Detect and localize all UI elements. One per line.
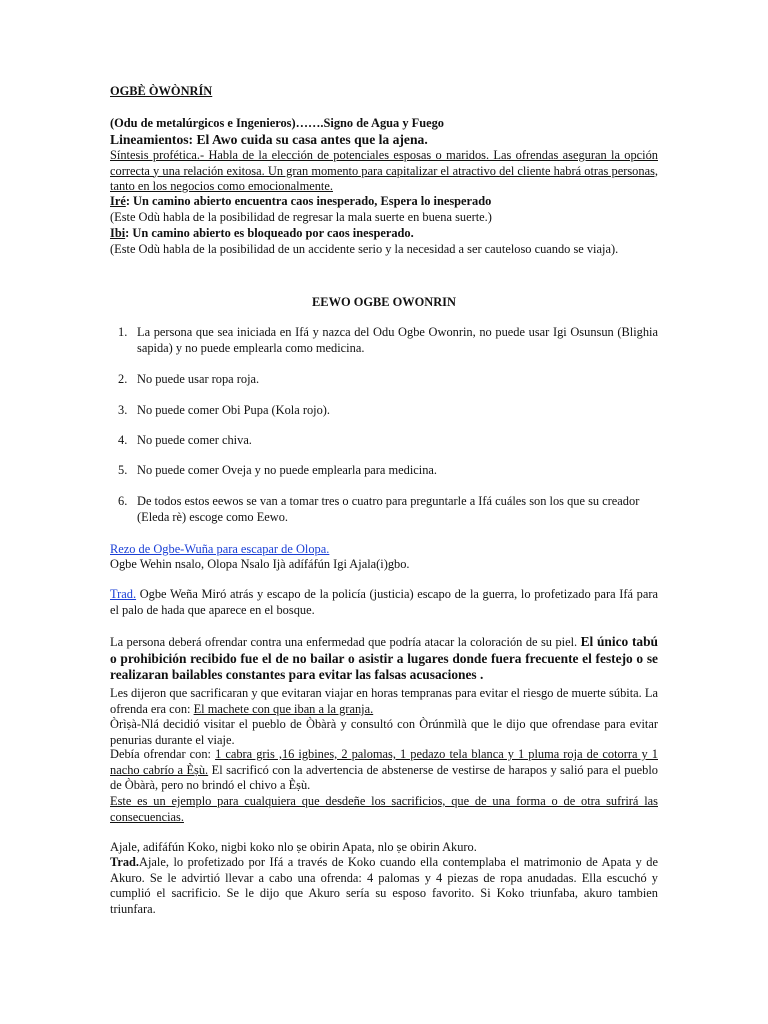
tabu-text: El único tabú o prohibición recibido fue el de no bailar o asistir a lugares donde fuera frecuente el festejo o se realizaran bailables constantes para evitar las falsas acusaciones . — [110, 634, 658, 683]
list-item-text: No puede usar ropa roja. — [137, 372, 260, 386]
list-item — [110, 494, 658, 525]
ibi-line — [110, 226, 658, 242]
list-item — [110, 325, 658, 356]
trad-paragraph: Trad. Ogbe Weña Miró atrás y escapo de la policía (justicia) escapo de la guerra, lo profetizado para Ifá para el palo de hada que aparece en el bosque. — [110, 587, 658, 617]
list-item-number: 3. — [118, 403, 128, 417]
ire-label: Iré — [110, 194, 126, 208]
lineamientos: Lineamientos: El Awo cuida su casa antes que la ajena. — [110, 132, 428, 147]
list-item-text: No puede comer chiva. — [137, 433, 252, 447]
ajale-text: Ajale, adifáfún Koko, nigbi koko nlo ṣe obirin Apata, nlo ṣe obirin Akuro. — [110, 840, 477, 854]
list-item-text: La persona que sea iniciada en Ifá y nazca del Odu Ogbe Owonrin, no puede usar Igi Osunsun (Blighia sapida) y no puede emplearla como medicina. — [137, 325, 658, 355]
list-item-number: 1. — [118, 325, 128, 339]
page-title: OGBÈ ÒWÒNRÍN — [110, 84, 213, 98]
list-item-number: 6. — [118, 494, 128, 508]
list-item-number: 5. — [118, 463, 128, 477]
ibi-note: (Este Odù habla de la posibilidad de un accidente serio y la necesidad a ser cauteloso cuando se viaja). — [110, 242, 619, 256]
ibi-text: : Un camino abierto es bloqueado por caos inesperado. — [125, 226, 414, 240]
list-item-number: 2. — [118, 372, 128, 386]
list-item — [110, 463, 658, 479]
ire-text: : Un camino abierto encuentra caos inesperado, Espera lo inesperado — [125, 194, 492, 208]
ofrenda-paragraph: La persona deberá ofrendar contra una enfermedad que podría atacar la coloración de su piel. El único tabú o prohibición recibido fue el de no bailar o asistir a lugares donde fuera frecuente el festejo o se realizaran bailables constantes para evitar las falsas acusaciones . — [110, 634, 658, 683]
list-item — [110, 433, 658, 449]
list-item-number: 4. — [118, 433, 128, 447]
trad2-label: Trad. — [110, 855, 140, 869]
list-item — [110, 372, 658, 388]
orisa-paragraph: Òrìṣà-Nlá decidió visitar el pueblo de Òbàrà y consultó con Òrúnmìlà que le dijo que ofrendase para evitar penurias durante el viaje. — [110, 717, 658, 747]
trad2-paragraph: Trad.Ajale, lo profetizado por Ifá a través de Koko cuando ella contemplaba el matrimonio de Apata y de Akuro. Se le advirtió llevar a cabo una ofrenda: 4 palomas y 4 piezas de ropa anudadas. Ella escuchó y cumplió el sacrificio. Se le dijo que Akuro sería su esposo favorito. Si Koko triunfaba, akuro tambien triunfara. — [110, 855, 658, 916]
dijeron-paragraph: Les dijeron que sacrificaran y que evitaran viajar en horas tempranas para evitar el riesgo de muerte súbita. La ofrenda era con: El machete con que iban a la granja. — [110, 686, 658, 716]
debia-paragraph: Debía ofrendar con: 1 cabra gris ,16 igbines, 2 palomas, 1 pedazo tela blanca y 1 pluma roja de cotorra y 1 nacho cabrío a Èṣù. El sacrificó con la advertencia de abstenerse de vestirse de harapos y salió para el pueblo de Òbàrà, pero no brindó el chivo a Èṣù. — [110, 747, 658, 793]
ibi-label: Ibi — [110, 226, 126, 240]
list-item — [110, 403, 658, 419]
list-item-text: No puede comer Obi Pupa (Kola rojo). — [137, 403, 331, 417]
sintesis-paragraph: Síntesis profética.- Habla de la elección de potenciales esposas o maridos. Las ofrendas aseguran la opción correcta y una relación exitosa. Un gran momento para capitalizar el atractivo del cliente habrá otras personas, tanto en los negocios como emocionalmente. — [110, 148, 658, 194]
list-item-text: No puede comer Oveja y no puede emplearla para medicina. — [137, 463, 437, 477]
trad-link[interactable]: Trad. — [110, 587, 137, 601]
ire-note: (Este Odù habla de la posibilidad de regresar la mala suerte en buena suerte.) — [110, 210, 492, 224]
eewo-heading: EEWO OGBE OWONRIN — [312, 295, 456, 309]
ejemplo-paragraph: Este es un ejemplo para cualquiera que desdeñe los sacrificios, que de una forma o de otra sufrirá las consecuencias. — [110, 794, 658, 824]
subtitle: (Odu de metalúrgicos e Ingenieros)…….Signo de Agua y Fuego — [110, 116, 444, 130]
rezo-link[interactable]: Rezo de Ogbe-Wuña para escapar de Olopa. — [110, 542, 330, 556]
ire-line — [110, 194, 658, 210]
rezo-text: Ogbe Wehin nsalo, Olopa Nsalo Ijà adífáfún Igi Ajala(i)gbo. — [110, 557, 410, 571]
list-item-text: De todos estos eewos se van a tomar tres o cuatro para preguntarle a Ifá cuáles son los que su creador (Eleda rè) escoge como Eewo. — [137, 494, 640, 524]
